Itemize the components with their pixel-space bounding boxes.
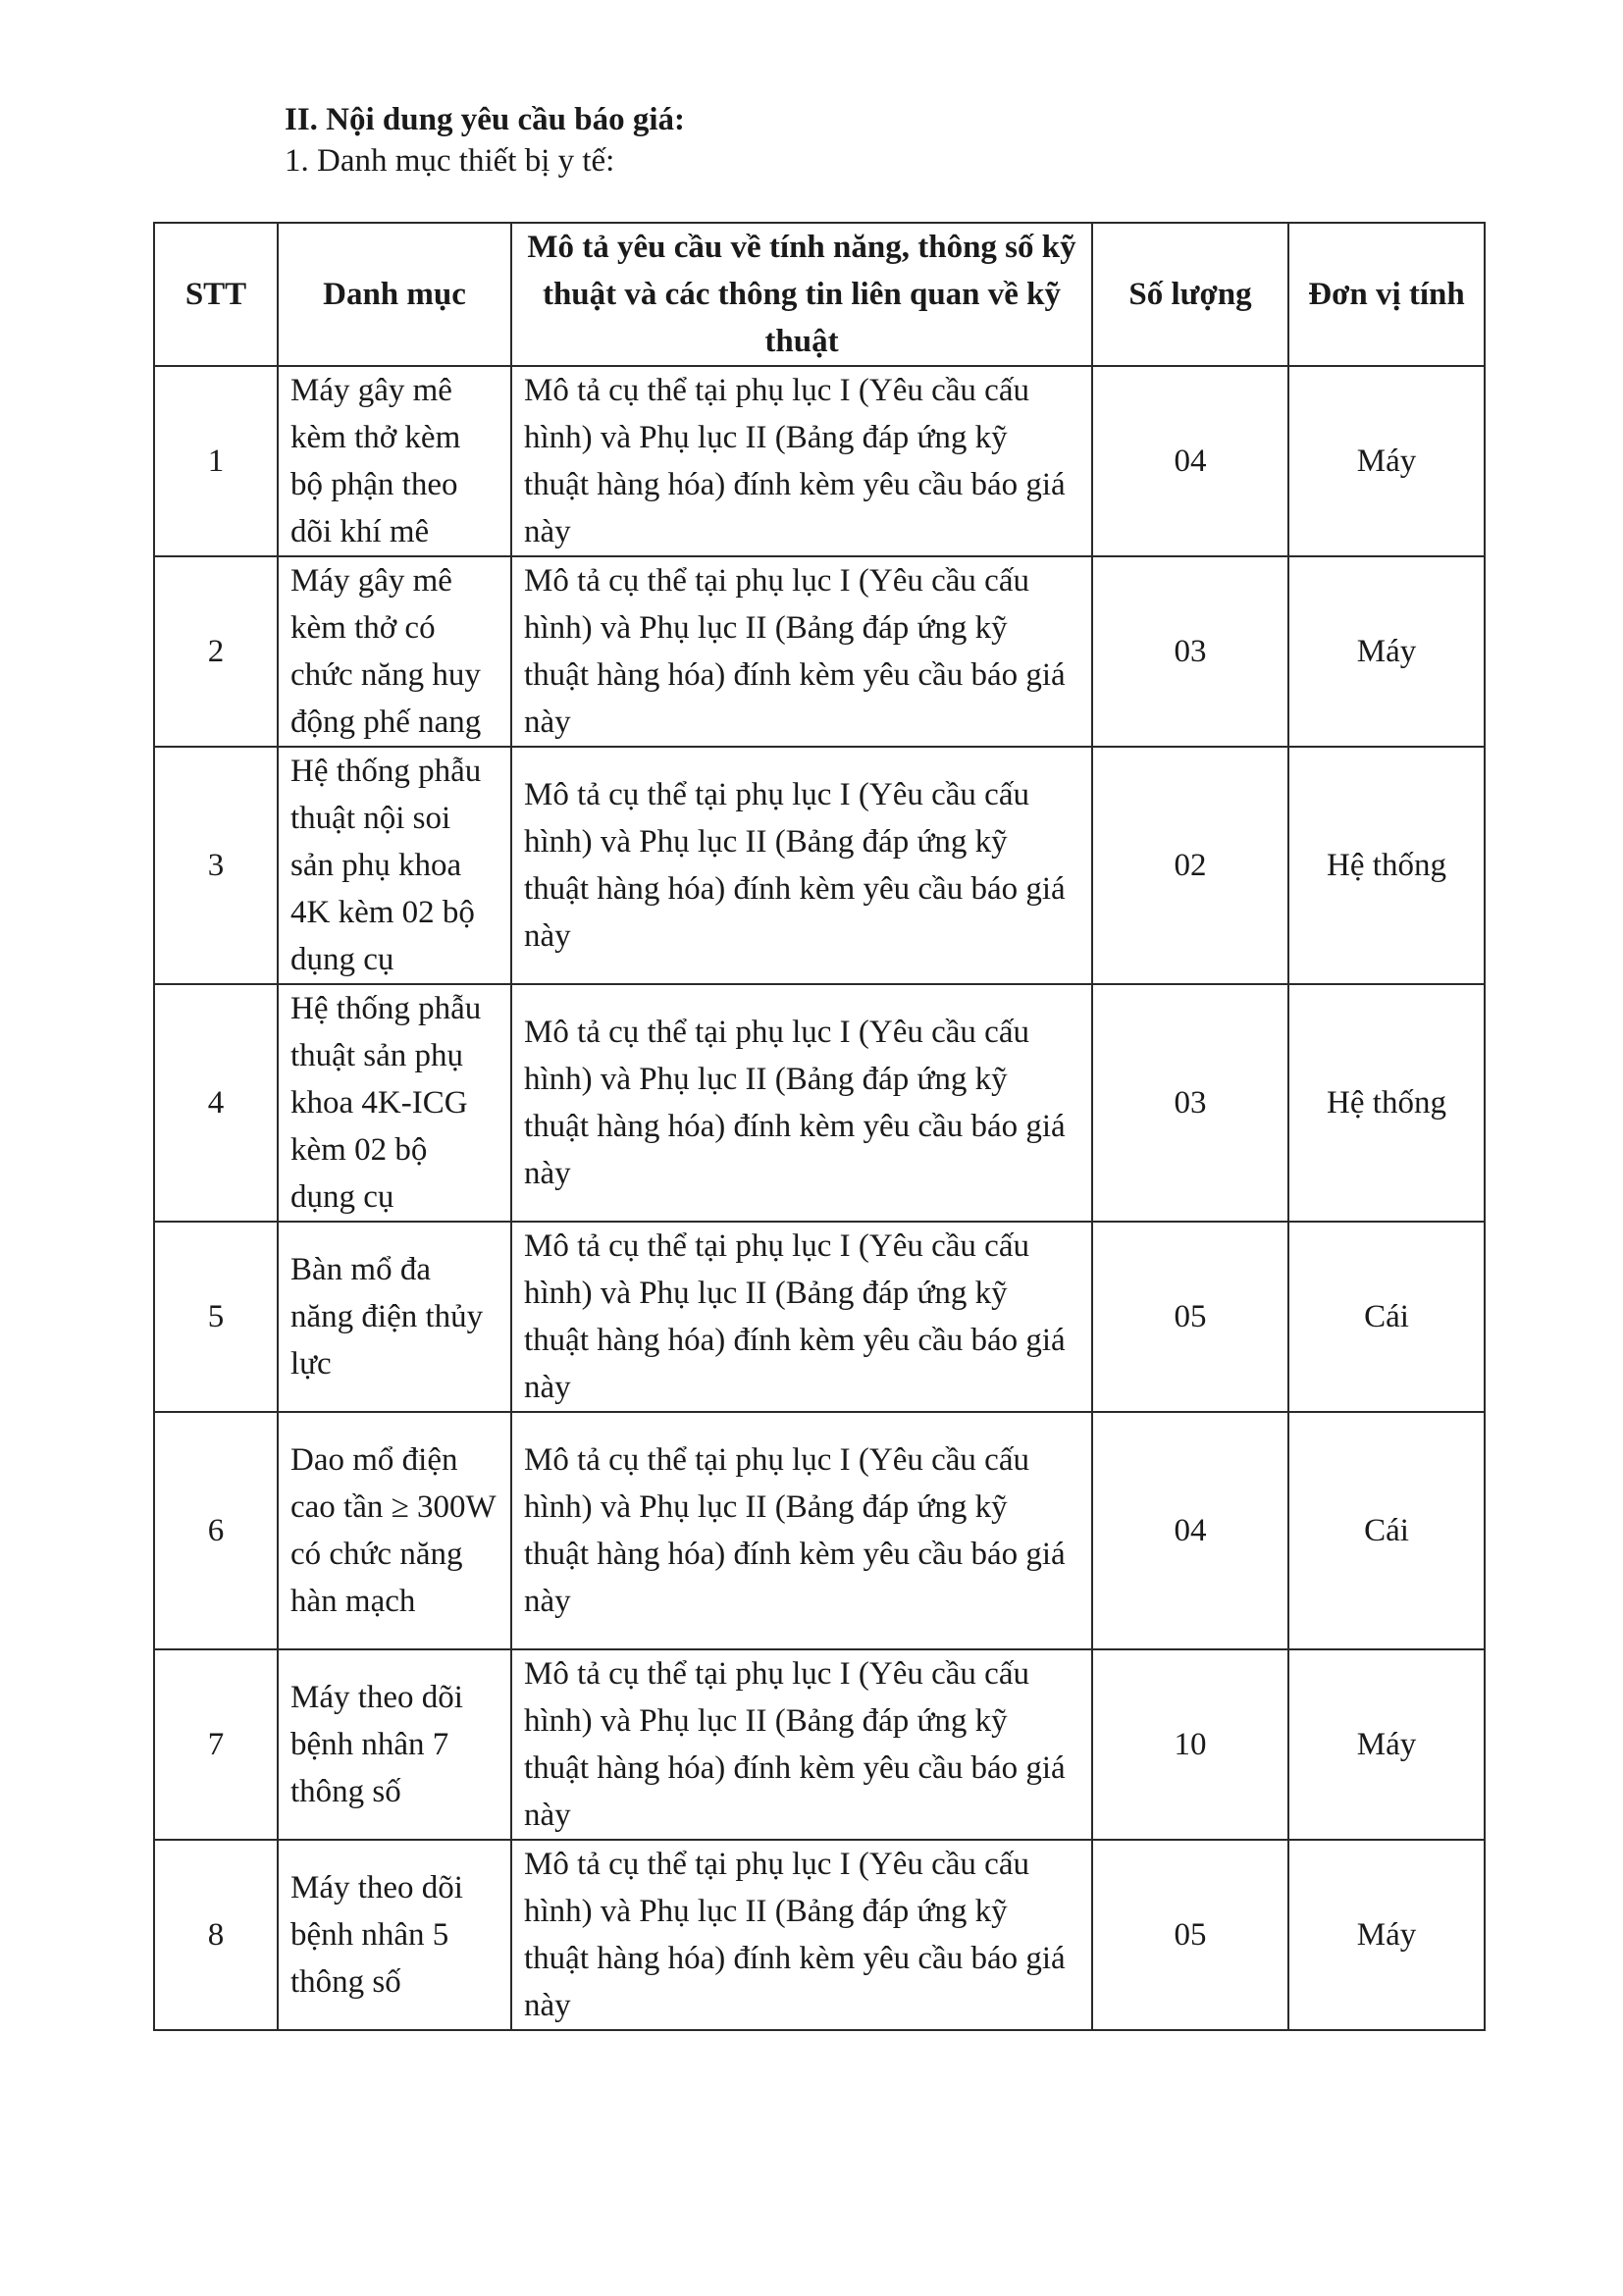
cell-unit: Máy	[1288, 556, 1485, 747]
header-unit: Đơn vị tính	[1288, 223, 1485, 366]
table-row	[154, 1222, 1485, 1412]
cell-unit: Cái	[1288, 1222, 1485, 1412]
cell-qty: 05	[1092, 1840, 1288, 2030]
cell-qty: 10	[1092, 1649, 1288, 1840]
table-row	[154, 366, 1485, 556]
section-heading: II. Nội dung yêu cầu báo giá:	[285, 102, 686, 137]
header-desc: Mô tả yêu cầu về tính năng, thông số kỹ thuật và các thông tin liên quan về kỹ thuật	[511, 223, 1092, 366]
cell-unit: Máy	[1288, 366, 1485, 556]
table-row	[154, 984, 1485, 1222]
cell-stt: 4	[154, 984, 278, 1222]
cell-qty: 03	[1092, 984, 1288, 1222]
cell-desc: Mô tả cụ thể tại phụ lục I (Yêu cầu cấu hình) và Phụ lục II (Bảng đáp ứng kỹ thuật hàng hóa) đính kèm yêu cầu báo giá này	[511, 556, 1092, 747]
cell-name: Bàn mổ đa năng điện thủy lực	[278, 1222, 511, 1412]
table-row	[154, 747, 1485, 984]
cell-stt: 1	[154, 366, 278, 556]
cell-desc: Mô tả cụ thể tại phụ lục I (Yêu cầu cấu hình) và Phụ lục II (Bảng đáp ứng kỹ thuật hàng hóa) đính kèm yêu cầu báo giá này	[511, 984, 1092, 1222]
cell-desc: Mô tả cụ thể tại phụ lục I (Yêu cầu cấu hình) và Phụ lục II (Bảng đáp ứng kỹ thuật hàng hóa) đính kèm yêu cầu báo giá này	[511, 366, 1092, 556]
cell-qty: 04	[1092, 1412, 1288, 1649]
table-row	[154, 1412, 1485, 1649]
table-row	[154, 1649, 1485, 1840]
cell-name: Máy theo dõi bệnh nhân 7 thông số	[278, 1649, 511, 1840]
equipment-table	[153, 222, 1486, 2031]
cell-desc: Mô tả cụ thể tại phụ lục I (Yêu cầu cấu hình) và Phụ lục II (Bảng đáp ứng kỹ thuật hàng hóa) đính kèm yêu cầu báo giá này	[511, 1840, 1092, 2030]
cell-desc: Mô tả cụ thể tại phụ lục I (Yêu cầu cấu hình) và Phụ lục II (Bảng đáp ứng kỹ thuật hàng hóa) đính kèm yêu cầu báo giá này	[511, 747, 1092, 984]
header-name: Danh mục	[278, 223, 511, 366]
table-row	[154, 1840, 1485, 2030]
cell-unit: Cái	[1288, 1412, 1485, 1649]
cell-stt: 2	[154, 556, 278, 747]
cell-unit: Máy	[1288, 1840, 1485, 2030]
cell-stt: 3	[154, 747, 278, 984]
cell-name: Máy gây mê kèm thở có chức năng huy động phế nang	[278, 556, 511, 747]
header-stt: STT	[154, 223, 278, 366]
cell-name: Máy gây mê kèm thở kèm bộ phận theo dõi khí mê	[278, 366, 511, 556]
cell-name: Dao mổ điện cao tần ≥ 300W có chức năng hàn mạch	[278, 1412, 511, 1649]
cell-desc: Mô tả cụ thể tại phụ lục I (Yêu cầu cấu hình) và Phụ lục II (Bảng đáp ứng kỹ thuật hàng hóa) đính kèm yêu cầu báo giá này	[511, 1649, 1092, 1840]
cell-desc: Mô tả cụ thể tại phụ lục I (Yêu cầu cấu hình) và Phụ lục II (Bảng đáp ứng kỹ thuật hàng hóa) đính kèm yêu cầu báo giá này	[511, 1222, 1092, 1412]
cell-stt: 8	[154, 1840, 278, 2030]
cell-stt: 5	[154, 1222, 278, 1412]
cell-qty: 05	[1092, 1222, 1288, 1412]
table-header-row	[154, 223, 1485, 366]
cell-stt: 6	[154, 1412, 278, 1649]
cell-name: Hệ thống phẫu thuật sản phụ khoa 4K-ICG kèm 02 bộ dụng cụ	[278, 984, 511, 1222]
cell-stt: 7	[154, 1649, 278, 1840]
header-qty: Số lượng	[1092, 223, 1288, 366]
section-subheading: 1. Danh mục thiết bị y tế:	[285, 143, 615, 179]
cell-qty: 04	[1092, 366, 1288, 556]
cell-unit: Hệ thống	[1288, 747, 1485, 984]
cell-qty: 03	[1092, 556, 1288, 747]
cell-name: Máy theo dõi bệnh nhân 5 thông số	[278, 1840, 511, 2030]
cell-unit: Hệ thống	[1288, 984, 1485, 1222]
cell-qty: 02	[1092, 747, 1288, 984]
table-row	[154, 556, 1485, 747]
cell-unit: Máy	[1288, 1649, 1485, 1840]
cell-name: Hệ thống phẫu thuật nội soi sản phụ khoa 4K kèm 02 bộ dụng cụ	[278, 747, 511, 984]
cell-desc: Mô tả cụ thể tại phụ lục I (Yêu cầu cấu hình) và Phụ lục II (Bảng đáp ứng kỹ thuật hàng hóa) đính kèm yêu cầu báo giá này	[511, 1412, 1092, 1649]
